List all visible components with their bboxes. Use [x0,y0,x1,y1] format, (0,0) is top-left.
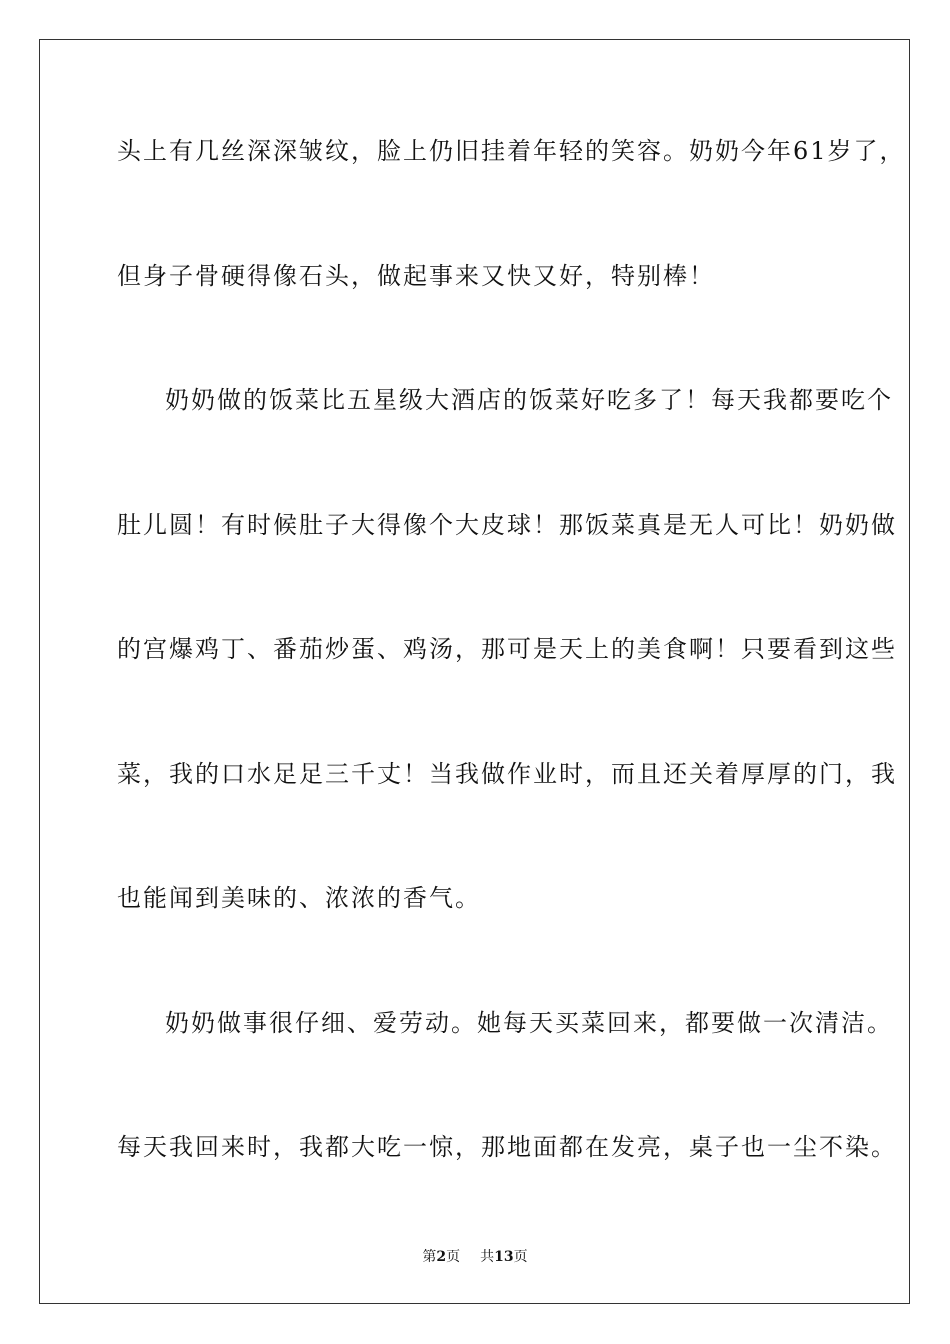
page-border [39,39,910,1304]
text-line-1: 头上有几丝深深皱纹，脸上仍旧挂着年轻的笑容。奶奶今年61岁了， [117,137,906,165]
footer-total-suffix: 页 [513,1249,528,1265]
text-line-5: 的宫爆鸡丁、番茄炒蛋、鸡汤，那可是天上的美食啊！只要看到这些 [117,635,897,663]
footer-page-prefix: 第 [422,1249,437,1265]
footer-total-prefix: 共 [480,1249,495,1265]
text-line-3: 奶奶做的饭菜比五星级大酒店的饭菜好吃多了！每天我都要吃个 [165,386,893,414]
footer-page-suffix: 页 [446,1249,461,1265]
text-line-7: 也能闻到美味的、浓浓的香气。 [117,884,481,912]
text-line-2: 但身子骨硬得像石头，做起事来又快又好，特别棒！ [117,262,715,290]
footer-page-number: 2 [436,1249,447,1265]
text-line-9: 每天我回来时，我都大吃一惊，那地面都在发亮，桌子也一尘不染。 [117,1133,897,1161]
page-footer [0,1248,950,1266]
text-line-4: 肚儿圆！有时候肚子大得像个大皮球！那饭菜真是无人可比！奶奶做 [117,511,897,539]
footer-total-pages: 13 [494,1249,514,1265]
text-line-6: 菜，我的口水足足三千丈！当我做作业时，而且还关着厚厚的门，我 [117,760,897,788]
text-line-8: 奶奶做事很仔细、爱劳动。她每天买菜回来，都要做一次清洁。 [165,1009,893,1037]
